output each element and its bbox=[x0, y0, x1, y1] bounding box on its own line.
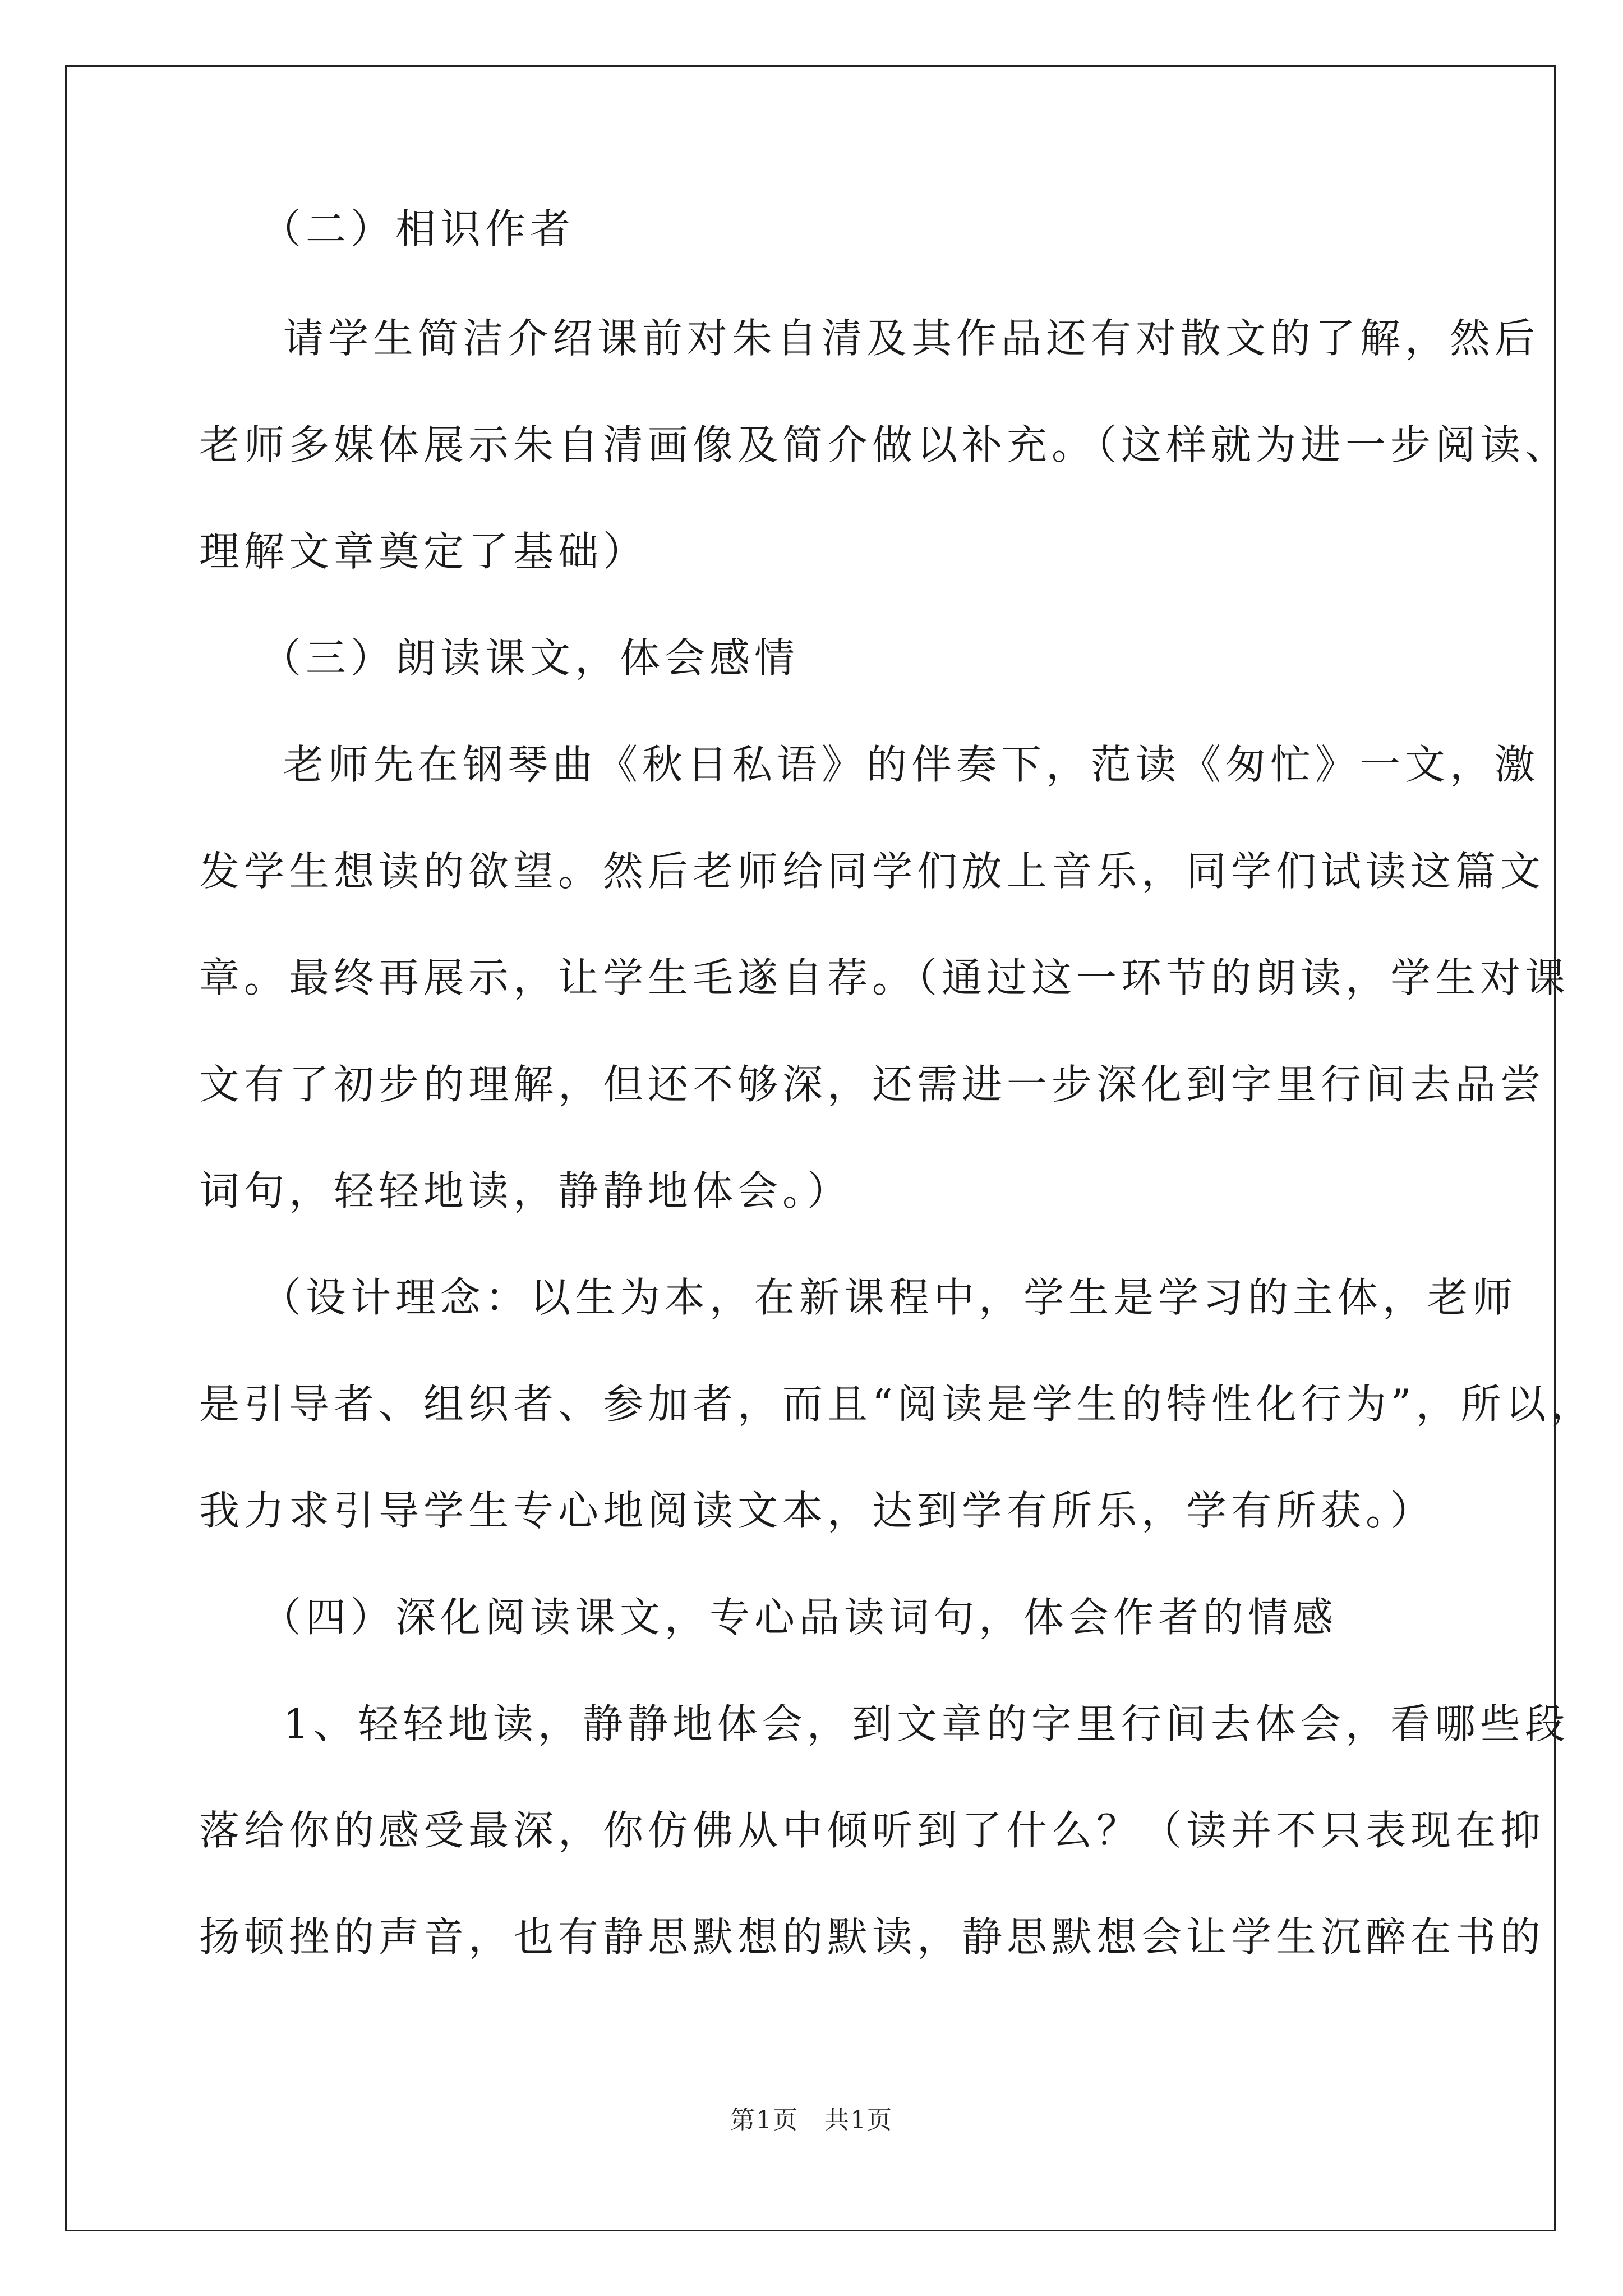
paragraph-line: 是引导者、组织者、参加者，而且“阅读是学生的特性化行为”，所以， bbox=[199, 1381, 1596, 1428]
page-border bbox=[65, 65, 1556, 2231]
paragraph-line: 发学生想读的欲望。然后老师给同学们放上音乐，同学们试读这篇文 bbox=[199, 848, 1546, 895]
paragraph-line: 扬顿挫的声音，也有静思默想的默读，静思默想会让学生沉醉在书的 bbox=[199, 1913, 1546, 1961]
page-footer: 第1页 共1页 bbox=[730, 2106, 893, 2134]
paragraph-line: 词句，轻轻地读，静静地体会。） bbox=[199, 1167, 852, 1214]
paragraph-line: 章。最终再展示，让学生毛遂自荐。（通过这一环节的朗读，学生对课 bbox=[199, 954, 1570, 1001]
paragraph-line: 1、轻轻地读，静静地体会，到文章的字里行间去体会，看哪些段 bbox=[283, 1700, 1570, 1747]
paragraph-line: 老师多媒体展示朱自清画像及简介做以补充。（这样就为进一步阅读、 bbox=[199, 421, 1570, 468]
paragraph-line: （设计理念：以生为本，在新课程中，学生是学习的主体，老师 bbox=[261, 1274, 1518, 1321]
paragraph-line: 请学生简洁介绍课前对朱自清及其作品还有对散文的了解，然后 bbox=[283, 315, 1540, 362]
paragraph-line: 老师先在钢琴曲《秋日私语》的伴奏下，范读《匆忙》一文，激 bbox=[283, 741, 1540, 788]
section-heading-3: （三）朗读课文，体会感情 bbox=[261, 634, 800, 682]
paragraph-line: 文有了初步的理解，但还不够深，还需进一步深化到字里行间去品尝 bbox=[199, 1061, 1546, 1108]
section-heading-4: （四）深化阅读课文，专心品读词句，体会作者的情感 bbox=[261, 1594, 1338, 1641]
paragraph-line: 理解文章奠定了基础） bbox=[199, 528, 648, 575]
section-heading-2: （二）相识作者 bbox=[261, 205, 575, 252]
paragraph-line: 我力求引导学生专心地阅读文本，达到学有所乐，学有所获。） bbox=[199, 1487, 1436, 1534]
paragraph-line: 落给你的感受最深，你仿佛从中倾听到了什么？（读并不只表现在抑 bbox=[199, 1807, 1546, 1854]
